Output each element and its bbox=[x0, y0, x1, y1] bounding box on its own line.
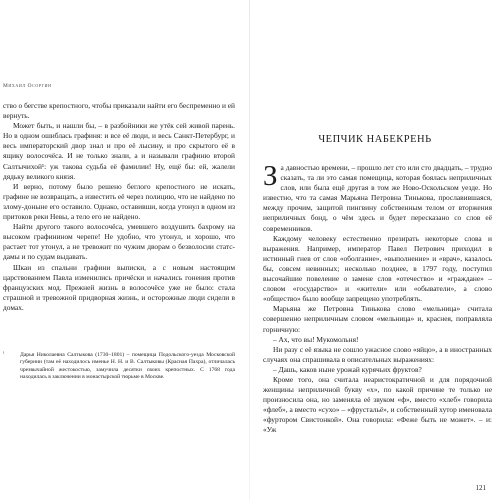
right-paragraph: – Ах, что вы! Мукомольня! bbox=[273, 334, 359, 344]
chapter-title: ЧЕПЧИК НАБЕКРЕНЬ bbox=[318, 134, 432, 145]
right-paragraph: Кроме того, она считала неаристократичной и для порядочной женщины неприличной букву «х», по какой причине те только не произносила она, но заменяла её звуком «ф», вместо «хлеб» говорила «флеб», а вместо «сухо» – «фрустальё», и собственный хутор именовала «фуртором Свистонкой». Она говорила: «Феже быть не может». – и: «Уж bbox=[263, 374, 492, 435]
footnote-text: Дарья Николаевна Салтыкова (1730–1801) – помещица Подольского-уезда Московской губернии (там её находилось именье Н. Н. и В. Салтыковы (Красная Пахра), отличалась чрезвычайной жестокостью, замучила десятки своих крепостных. С 1768 года находилась в заключении в монастырской тюрьме в Москве. bbox=[20, 352, 235, 380]
right-paragraph: – Дашь, каков ныне урожай курячьих фруктов? bbox=[273, 364, 422, 374]
right-paragraph: Каждому человеку естественно презирать некоторые слова и выражения. Например, император Павел Петрович приходил в истинный гнев от слов «оболгание», «выполнение» и «врач», казалось бы, совсем невинных; несколько позднее, в 1797 году, поступил высочайшие повеление о замене слов «отечество» и «граждане» – словом «государство» и «жители» или «обыватели», а слово «общество» было вообще запрещено употреблять. bbox=[263, 233, 492, 304]
right-paragraph: Ни разу с её языка не сошло ужасное слово «яйцо», а в иностранных случаях она спрашивала в описательных выражениях: bbox=[263, 344, 492, 364]
left-paragraph: Может быть, и нашли бы, – в разбойники же утёк сей живой парень. Но в одном ошиблась графиня: и все её люди, и весь Санкт-Петербург, и весь императорский двор знал и про её лысину, и про скрытого её в ящику волосочёса. И не только знали, а и называли графиню второй Салтычихой¹: уж такова судьба её фамилии! Ну, ещё бы: ей, жалели дядьку великого князя. bbox=[3, 121, 235, 181]
page-number: 121 bbox=[475, 484, 486, 492]
right-page bbox=[250, 0, 500, 500]
left-paragraph: ство о бегстве крепостного, чтобы приказали найти его беспременно и ей вернуть. bbox=[3, 101, 235, 121]
left-paragraph: Найти другого такого волосочёса, умевшего воздушить бахрому на высоком графинином черепе! Не удобно, что утонул, и хорошо, что растает тот утонул, а не тревожит по чужим дворам о безволосии статс-дамы и по судам выдавать. bbox=[3, 222, 235, 262]
running-header: Михаил Осоргин bbox=[3, 83, 52, 89]
left-paragraph: И верно, потому было решено беглого крепостного не искать, графине не возвращать, а известить её через полицию, что не найдено по злому-доныне его оставило. Однако, оставивши, когда утонул в одном из притоков реки Невы, а тело его не найдено. bbox=[3, 181, 235, 222]
footnote bbox=[3, 352, 235, 381]
right-page-body bbox=[263, 160, 492, 436]
first-paragraph-text: а давностью времени, – прошло лет сто или сто двадцать, – трудно сказать, та ли это самая помещица, которая боялась неприличных слов, или была ещё другая в том же Ново-Оскольском уезде. Но известно, что та самая Марьяна Петровна Тинькова, прославившаяся, между прочим, защитой пингвину собственным телом от вторжения неприличных бонд, о чём здесь и будет пересказано со слов её современников. bbox=[263, 163, 492, 233]
drop-cap: З bbox=[263, 160, 278, 192]
footnote-mark: ¹ bbox=[3, 352, 5, 357]
left-paragraph: Шкаи из спальни графини выписки, а с новым настоящим царствованием Павла изменились причёски и начались гонения против французских мод. Прежней жизнь в волосочёсе уже не было: стала страшной и тревожной придворная жизнь, и осторожные люди сидели в домах. bbox=[3, 262, 235, 312]
right-paragraph: Марьяна же Петровна Тинькова слово «мельница» считала совершенно неприличным словом «мельница» и, краснея, поправляла горничную: bbox=[263, 304, 492, 334]
first-paragraph bbox=[263, 160, 492, 234]
left-page-body bbox=[3, 101, 235, 313]
